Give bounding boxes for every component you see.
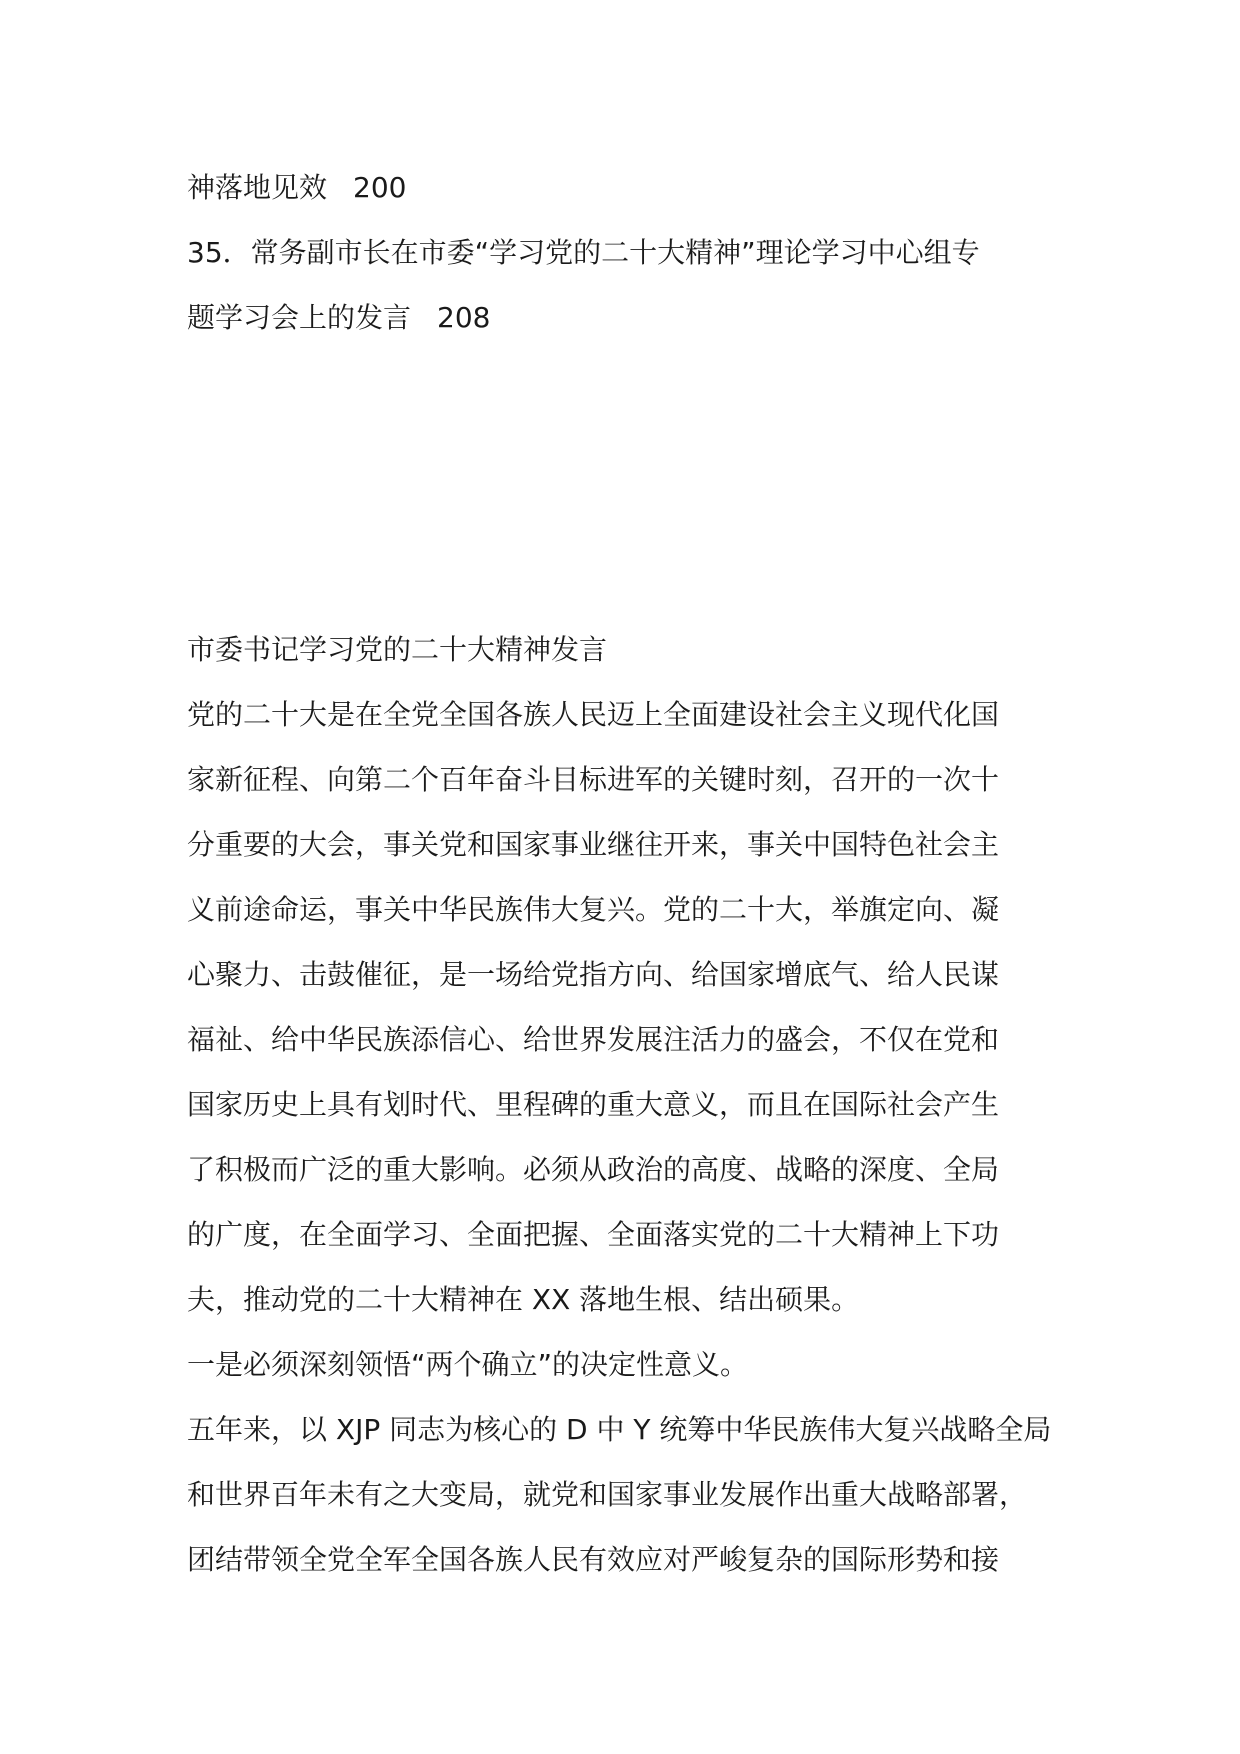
paragraph-line: 义前途命运，事关中华民族伟大复兴。党的二十大，举旗定向、凝 — [187, 893, 1000, 926]
toc-entry-text: 35．常务副市长在市委“学习党的二十大精神”理论学习中心组专 — [187, 236, 980, 269]
paragraph-line: 五年来，以 XJP 同志为核心的 D 中 Y 统筹中华民族伟大复兴战略全局 — [187, 1413, 1052, 1446]
paragraph-line: 分重要的大会，事关党和国家事业继往开来，事关中国特色社会主 — [187, 828, 1000, 861]
paragraph-line: 了积极而广泛的重大影响。必须从政治的高度、战略的深度、全局 — [187, 1153, 1000, 1186]
paragraph-line: 国家历史上具有划时代、里程碑的重大意义，而且在国际社会产生 — [187, 1088, 1000, 1121]
paragraph-2 — [187, 1414, 1067, 1576]
paragraph-line: 团结带领全党全军全国各族人民有效应对严峻复杂的国际形势和接 — [187, 1543, 1000, 1576]
article-title: 市委书记学习党的二十大精神发言 — [187, 633, 608, 666]
toc-entry-text: 神落地见效 — [187, 171, 328, 204]
paragraph-line: 的广度，在全面学习、全面把握、全面落实党的二十大精神上下功 — [187, 1218, 1000, 1251]
toc-entry-35-line1 — [187, 237, 1067, 269]
paragraph-line: 家新征程、向第二个百年奋斗目标进军的关键时刻，召开的一次十 — [187, 763, 1000, 796]
toc-entry-35-line2 — [187, 302, 1067, 334]
toc-entry-text: 题学习会上的发言 — [187, 301, 412, 334]
toc-page-number: 200 — [353, 171, 407, 204]
paragraph-1 — [187, 699, 1067, 1316]
toc-page-number: 208 — [437, 301, 491, 334]
table-of-contents — [187, 172, 1067, 367]
section-heading: 一是必须深刻领悟“两个确立”的决定性意义。 — [187, 1348, 749, 1381]
paragraph-line: 福祉、给中华民族添信心、给世界发展注活力的盛会，不仅在党和 — [187, 1023, 1000, 1056]
toc-entry-34-continuation — [187, 172, 1067, 204]
paragraph-line: 夫，推动党的二十大精神在 XX 落地生根、结出硕果。 — [187, 1283, 860, 1316]
paragraph-line: 心聚力、击鼓催征，是一场给党指方向、给国家增底气、给人民谋 — [187, 958, 1000, 991]
paragraph-line: 党的二十大是在全党全国各族人民迈上全面建设社会主义现代化国 — [187, 698, 1000, 731]
article-body — [187, 634, 1067, 1609]
paragraph-line: 和世界百年未有之大变局，就党和国家事业发展作出重大战略部署， — [187, 1478, 1028, 1511]
